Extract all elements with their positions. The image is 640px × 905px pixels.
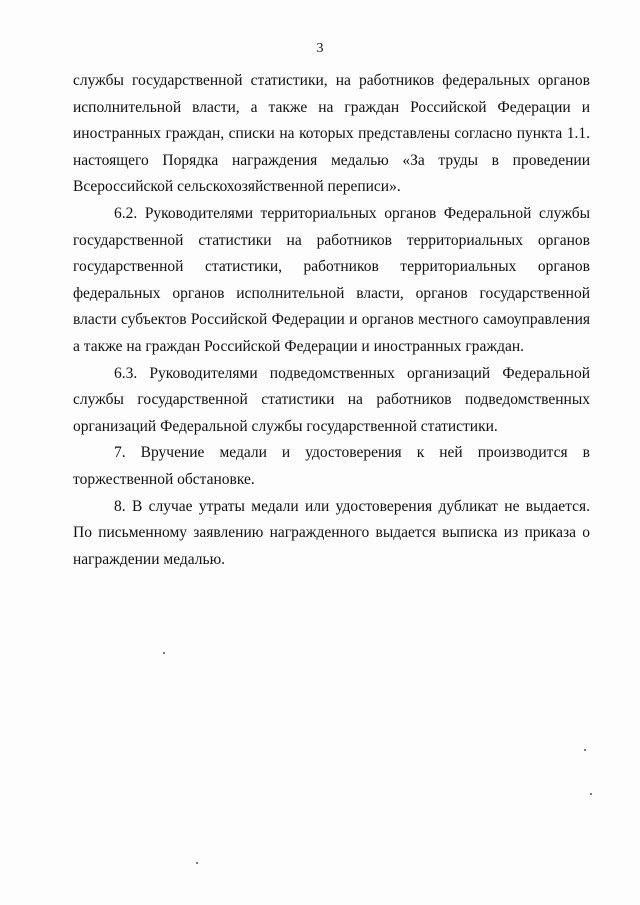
paragraph-7: 7. Вручение медали и удостоверения к ней производится в торжественной обстановке. [73, 444, 590, 488]
scan-speck [196, 862, 198, 864]
document-body [73, 68, 590, 573]
paragraph-continuation: службы государственной статистики, на работников федеральных органов исполнительной власти, а также на граждан Российской Федерации и иностранных граждан, списки на которых представлены согласно пункта 1.1. настоящего Порядка награждения медалью «За труды в проведении Всероссийской сельскохозяйственной переписи». [73, 72, 590, 196]
scan-speck [163, 652, 165, 654]
paragraph-8: 8. В случае утраты медали или удостоверения дубликат не выдается. По письменному заявлению награжденного выдается выписка из приказа о награждении медалью. [73, 497, 590, 568]
page-number: 3 [316, 41, 324, 56]
paragraph-6-2: 6.2. Руководителями территориальных органов Федеральной службы государственной статистики на работников территориальных органов государственной статистики, работников территориальных органов федеральных органов исполнительной власти, органов государственной власти субъектов Российской Федерации и органов местного самоуправления а также на граждан Российской Федерации и иностранных граждан. [73, 204, 590, 355]
scan-speck [590, 793, 592, 795]
paragraph-6-3: 6.3. Руководителями подведомственных организаций Федеральной службы государственной статистики на работников подведомственных организаций Федеральной службы государственной статистики. [73, 364, 590, 435]
scan-speck [584, 749, 586, 751]
